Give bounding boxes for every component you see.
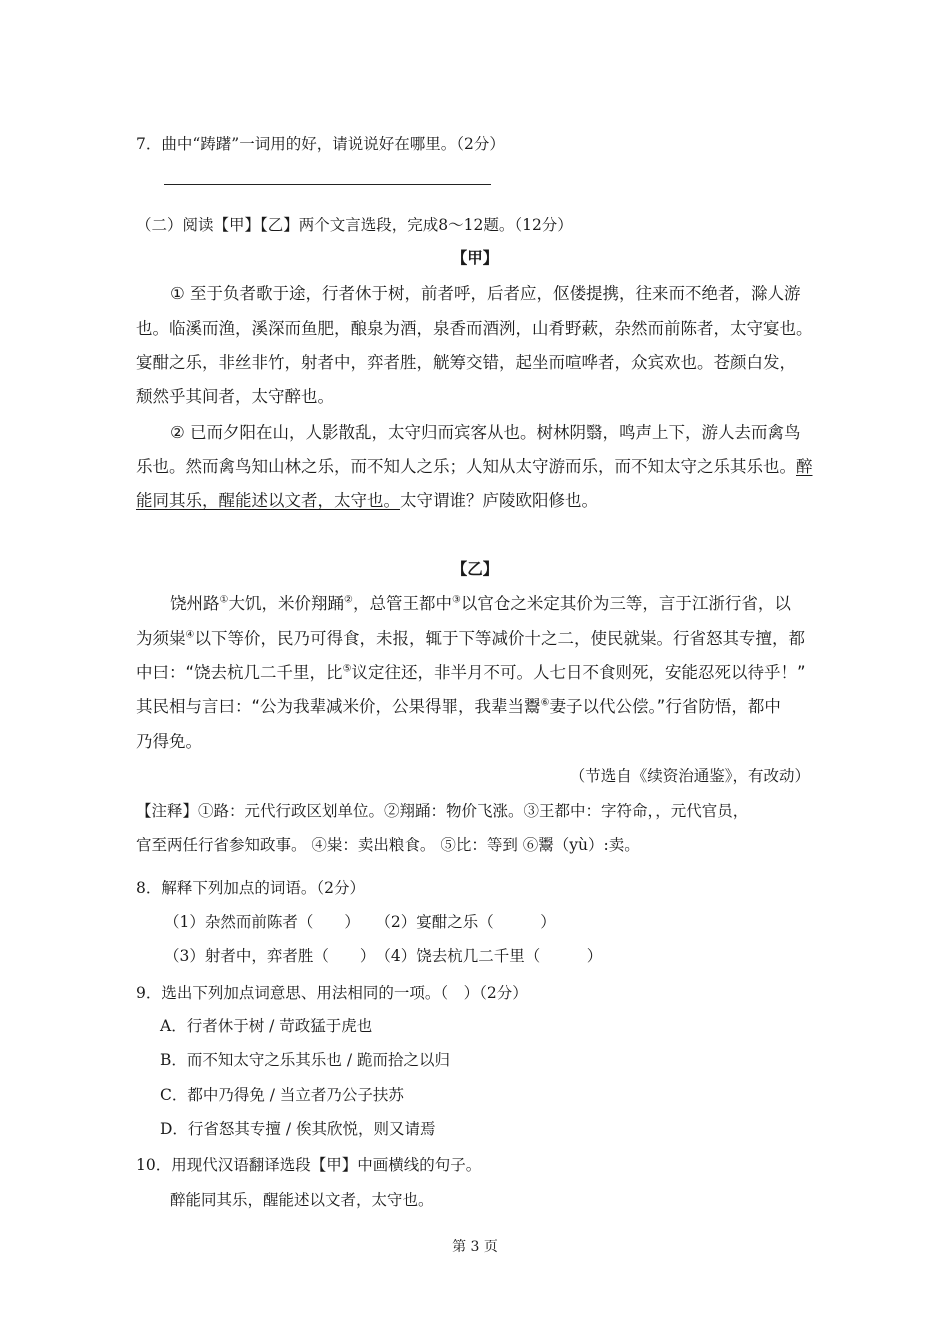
- jia-p2-line2-text: 乐也。然而禽鸟知山林之乐，而不知人之乐；人知从太守游而乐，而不知太守之乐其乐也。: [136, 457, 796, 476]
- note-mark: ②: [343, 594, 353, 606]
- jia-p2-line2: [136, 457, 813, 477]
- yi-title: 【乙】: [451, 559, 499, 578]
- question-7: 7．曲中“踌躇”一词用的好，请说说好在哪里。（2分）: [136, 135, 505, 153]
- section-2-heading: （二）阅读【甲】【乙】两个文言选段，完成8～12题。（12分）: [136, 216, 573, 234]
- q8-row1: （1）杂然而前陈者（ ） （2）宴酣之乐（ ）: [164, 913, 556, 931]
- yi-line4: 其民相与言曰：“公为我辈减米价，公果得罪，我辈当鬻⑥妻子以代公偿。”行省防悟，都中: [136, 697, 781, 716]
- jia-p1-line1: ① 至于负者歌于途，行者休于树，前者呼，后者应，伛偻提携，往来而不绝者，滁人游: [170, 284, 801, 303]
- notes-line2: 官至两任行省参知政事。 ④粜：卖出粮食。 ⑤比：等到 ⑥鬻（yù）:卖。: [136, 836, 640, 854]
- question-10: 10．用现代汉语翻译选段【甲】中画横线的句子。: [136, 1156, 482, 1174]
- yi-line5: 乃得免。: [136, 732, 202, 751]
- jia-p2-line3-rest: 太守谓谁？庐陵欧阳修也。: [400, 491, 598, 510]
- note-mark: ①: [219, 594, 229, 606]
- jia-title: 【甲】: [451, 248, 499, 267]
- note-mark: ④: [185, 629, 195, 641]
- q9-option-c: C．都中乃得免 / 当立者乃公子扶苏: [160, 1086, 404, 1104]
- q9-option-d: D．行省怒其专擅 / 俟其欣悦，则又请焉: [160, 1120, 436, 1138]
- question-8: 8．解释下列加点的词语。（2分）: [136, 879, 365, 897]
- page-number: 第 3 页: [452, 1239, 498, 1255]
- q10-sentence: 醉能同其乐，醒能述以文者，太守也。: [170, 1191, 434, 1209]
- underlined-start: 醉: [796, 457, 813, 476]
- note-mark: ⑥: [540, 697, 550, 709]
- q9-option-a: A．行者休于树 / 苛政猛于虎也: [160, 1017, 373, 1035]
- yi-line1: 饶州路①大饥，米价翔踊②，总管王都中③以官仓之米定其价为三等，言于江浙行省，以: [170, 594, 791, 613]
- jia-p1-line3: 宴酣之乐，非丝非竹，射者中，弈者胜，觥筹交错，起坐而喧哗者，众宾欢也。苍颜白发，: [136, 353, 796, 372]
- note-mark: ③: [451, 594, 461, 606]
- jia-p1-line2: 也。临溪而渔，溪深而鱼肥，酿泉为酒，泉香而酒洌，山肴野蔌，杂然而前陈者，太守宴也。: [136, 319, 813, 338]
- q8-row2: （3）射者中，弈者胜（ ） （4）饶去杭几二千里（ ）: [164, 947, 603, 965]
- underlined-sentence: 能同其乐，醒能述以文者，太守也。: [136, 491, 400, 510]
- q9-option-b: B．而不知太守之乐其乐也 / 跪而拾之以归: [160, 1051, 450, 1069]
- question-9: 9．选出下列加点词意思、用法相同的一项。（ ）（2分）: [136, 984, 528, 1002]
- notes-line1: 【注释】①路：元代行政区划单位。②翔踊：物价飞涨。③王都中：字符命，，元代官员，: [136, 802, 749, 820]
- note-mark: ⑤: [342, 663, 352, 675]
- yi-line3: 中曰：“饶去杭几二千里，比⑤议定往还，非半月不可。人七日不食则死，安能忍死以待乎！”: [136, 663, 806, 682]
- answer-line: [164, 184, 491, 185]
- yi-line2: 为须粜④以下等价，民乃可得食，未报，辄于下等减价十之二，使民就粜。行省怒其专擅，都: [136, 629, 805, 648]
- jia-p2-line1: ② 已而夕阳在山，人影散乱，太守归而宾客从也。树林阴翳，鸣声上下，游人去而禽鸟: [170, 423, 801, 442]
- source-citation: （节选自《续资治通鉴》，有改动）: [569, 767, 810, 785]
- jia-p1-line4: 颓然乎其间者，太守醉也。: [136, 387, 334, 406]
- jia-p2-line3: [136, 491, 598, 511]
